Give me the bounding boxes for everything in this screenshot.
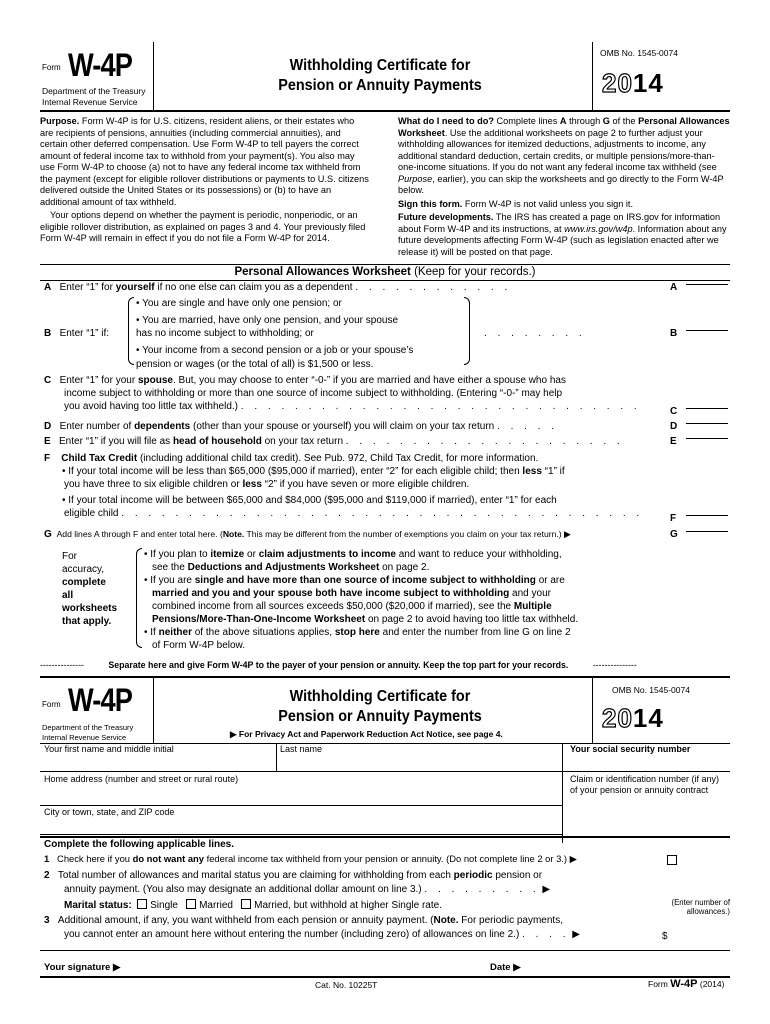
line-e-field[interactable] <box>686 438 728 439</box>
line-b-field[interactable] <box>686 330 728 331</box>
form-word: Form <box>42 63 61 72</box>
line-e-label: E <box>670 436 677 447</box>
line-f: F Child Tax Credit (including additional child tax credit). See Pub. 972, Child Tax Credit, for more information. • If your total income will be less than $65,000 ($95,000 if married), enter “2” for each eligible child; then less “1” if you have three to six eligible children or less “2” if you have seven or more eligible children. • If your total income will be between $65,000 and $84,000 ($95,000 and $119,000 if married), enter “1” for each eligible child . . . . . . . . . . . . . . . . . . . . . . . . . . . . . . . . . . . . . . . <box>44 453 644 519</box>
marital-status-label: Marital status: <box>64 900 132 911</box>
claim-number-label: Claim or identification number (if any) of your pension or annuity contract <box>570 774 720 795</box>
line-b: B Enter “1” if: <box>44 328 110 339</box>
line-b-opt3b: pension or wages (or the total of all) is $1,500 or less. <box>136 359 374 370</box>
line-c-label: C <box>670 406 678 417</box>
omb-number-2: OMB No. 1545-0074 <box>612 685 690 695</box>
accuracy-bullets: • If you plan to itemize or claim adjustments to income and want to reduce your withholding, see the Deductions and Adjustments Worksheet on page 2. • If you are single and have more than one source of income subject to withholding or are married and you and your spouse both have income subject to withholding and your combined income from all sources exceeds $50,000 ($20,000 if married), see the Multiple Pensions/More-Than-One-Income Worksheet on page 2 to avoid having too little tax withheld. • If neither of the above situations applies, stop here and enter the number from line G on line 2 of Form W-4P below. <box>144 549 579 651</box>
additional-amount-field[interactable] <box>672 930 730 944</box>
complete-heading: Complete the following applicable lines. <box>44 839 235 850</box>
form-title: Withholding Certificate for Pension or Annuity Payments <box>278 57 482 94</box>
dollar-sign: $ <box>662 931 668 942</box>
line-b-options: • You are single and have only one pension; or • You are married, have only one pension, and your spouse has no income subject to withholding; or • Your income from a second pension or a job or your spouse’s <box>136 298 414 356</box>
signature-field[interactable] <box>130 960 470 974</box>
worksheet-title: Personal Allowances Worksheet (Keep for your records.) <box>234 266 536 278</box>
line-e: E Enter “1” if you will file as head of household on your tax return . . . . . . . . . . . . . . . . . . . . . <box>44 436 624 447</box>
first-name-field[interactable] <box>40 743 276 771</box>
line-f-label: F <box>670 513 677 524</box>
line-g-label: G <box>670 529 678 540</box>
tax-year: 2014 <box>602 68 664 98</box>
for-accuracy: For accuracy, complete all worksheets that apply. <box>62 551 118 627</box>
privacy-notice: ▶ For Privacy Act and Paperwork Reduction Act Notice, see page 4. <box>230 729 503 739</box>
city-label: City or town, state, and ZIP code <box>44 807 175 817</box>
ssn-label: Your social security number <box>570 744 691 754</box>
cat-number: Cat. No. 10225T <box>315 980 378 990</box>
bottom-header <box>40 677 730 743</box>
line-d-label: D <box>670 421 678 432</box>
signature-label: Your signature ▶ <box>44 962 121 973</box>
home-address-field[interactable] <box>40 771 562 805</box>
date-label: Date ▶ <box>490 962 521 973</box>
form-number-2: W-4P <box>68 682 133 718</box>
line-b-label: B <box>670 328 678 339</box>
intro-left: Purpose. Form W-4P is for U.S. citizens, resident aliens, or their estates who are recipients of pensions, annuities (including commercial annuities), and certain other deferred compensation. Use Form W-4P to tell payers the correct amount of federal income tax to withhold from your payment(s). You also may use Form W-4P to choose (a) not to have any federal income tax withheld from the payment (except for eligible rollover distributions or payments to U.S. citizens delivered outside the United States or its possessions) or (b) to have an additional amount of tax withheld. Your options depend on whether the payment is periodic, nonperiodic, or an eligible rollover distribution, as explained on pages 3 and 4. Your previously filed Form W-4P will remain in effect if you do not file a Form W-4P for 2014. <box>40 116 369 243</box>
single-checkbox[interactable] <box>137 899 147 909</box>
line-1: 1 Check here if you do not want any federal income tax withheld from your pension or annuity. (Do not complete line 2 or 3.) ▶ <box>44 853 577 864</box>
date-field[interactable] <box>530 960 730 974</box>
line-g: G Add lines A through F and enter total here. (Note. This may be different from the number of exemptions you claim on your tax return.) ▶ <box>44 529 571 540</box>
irs-label: Internal Revenue Service <box>42 97 138 107</box>
tax-year-2: 2014 <box>602 703 664 733</box>
form-title-2: Withholding Certificate for Pension or Annuity Payments <box>278 688 482 725</box>
form-number: W-4P <box>68 47 133 83</box>
separator: --------------- Separate here and give Form W-4P to the payer of your pension or annuity. Keep the top part for your records. --------------- <box>40 660 637 670</box>
line-d-field[interactable] <box>686 423 728 424</box>
marital-status: Marital status: Single Married Married, but withhold at higher Single rate. <box>64 900 442 911</box>
line-3: 3 Additional amount, if any, you want withheld from each pension or annuity payment. (Note. For periodic payments, you cannot enter an amount here without entering the number (including zero) of allowances on line 2.) . . . . ▶ <box>44 915 580 940</box>
line-c: C Enter “1” for your spouse. But, you may choose to enter “-0-” if you are married and have either a spouse who has income subject to withholding or more than one source of income subject to withholding. (Entering “-0-” may help you avoid having too little tax withheld.) . . . . . . . . . . . . . . . . . . . . . . . . . . . . . . <box>44 375 641 412</box>
line-f-field[interactable] <box>686 515 728 516</box>
footer-form-id: Form W-4P (2014) <box>648 978 725 990</box>
top-header <box>40 42 730 110</box>
home-address-label: Home address (number and street or rural route) <box>44 774 239 784</box>
married-higher-checkbox[interactable] <box>241 899 251 909</box>
line-a-field[interactable] <box>686 284 728 285</box>
line-a-label: A <box>670 282 678 293</box>
irs-label-2: Internal Revenue Service <box>42 733 127 742</box>
claim-number-field[interactable] <box>562 771 730 843</box>
dept-label: Department of the Treasury <box>42 86 146 96</box>
last-name-field[interactable] <box>276 743 562 771</box>
line-g-field[interactable] <box>686 531 728 532</box>
first-name-label: Your first name and middle initial <box>44 744 174 754</box>
omb-number: OMB No. 1545-0074 <box>600 48 678 58</box>
form-word-2: Form <box>42 700 61 709</box>
enter-number-note: (Enter number of allowances.) <box>671 898 730 916</box>
no-withholding-checkbox[interactable] <box>667 855 677 865</box>
intro-right: What do I need to do? Complete lines A through G of the Personal Allowances Worksheet. Use the additional worksheets on page 2 to further adjust your withholding allowances for itemized deductions, adjustments to income, any additional standard deduction, certain credits, or multiple pensions/more-than-one-income situations. If you do not want any federal income tax withheld (see Purpose, earlier), you can skip the worksheets and go directly to the Form W-4P below. Sign this form. Form W-4P is not valid unless you sign it. Future developments. The IRS has created a page on IRS.gov for information about Form W-4P and its instructions, at www.irs.gov/w4p. Information about any future developments affecting Form W-4P (such as legislation enacted after we release it) will be posted on that page. <box>398 116 730 257</box>
last-name-label: Last name <box>280 744 323 754</box>
line-d: D Enter number of dependents (other than your spouse or yourself) you will claim on your tax return . . . . . <box>44 421 559 432</box>
line-c-field[interactable] <box>686 408 728 409</box>
married-checkbox[interactable] <box>186 899 196 909</box>
dept-label-2: Department of the Treasury <box>42 723 134 732</box>
line-2: 2 Total number of allowances and marital status you are claiming for withholding from each periodic pension or annuity payment. (You also may designate an additional dollar amount on line 3.) . . . . . . . . . ▶ <box>44 870 551 895</box>
ssn-field[interactable] <box>562 743 730 771</box>
line-a: A Enter “1” for yourself if no one else can claim you as a dependent . . . . . . . . . . . . <box>44 282 512 293</box>
